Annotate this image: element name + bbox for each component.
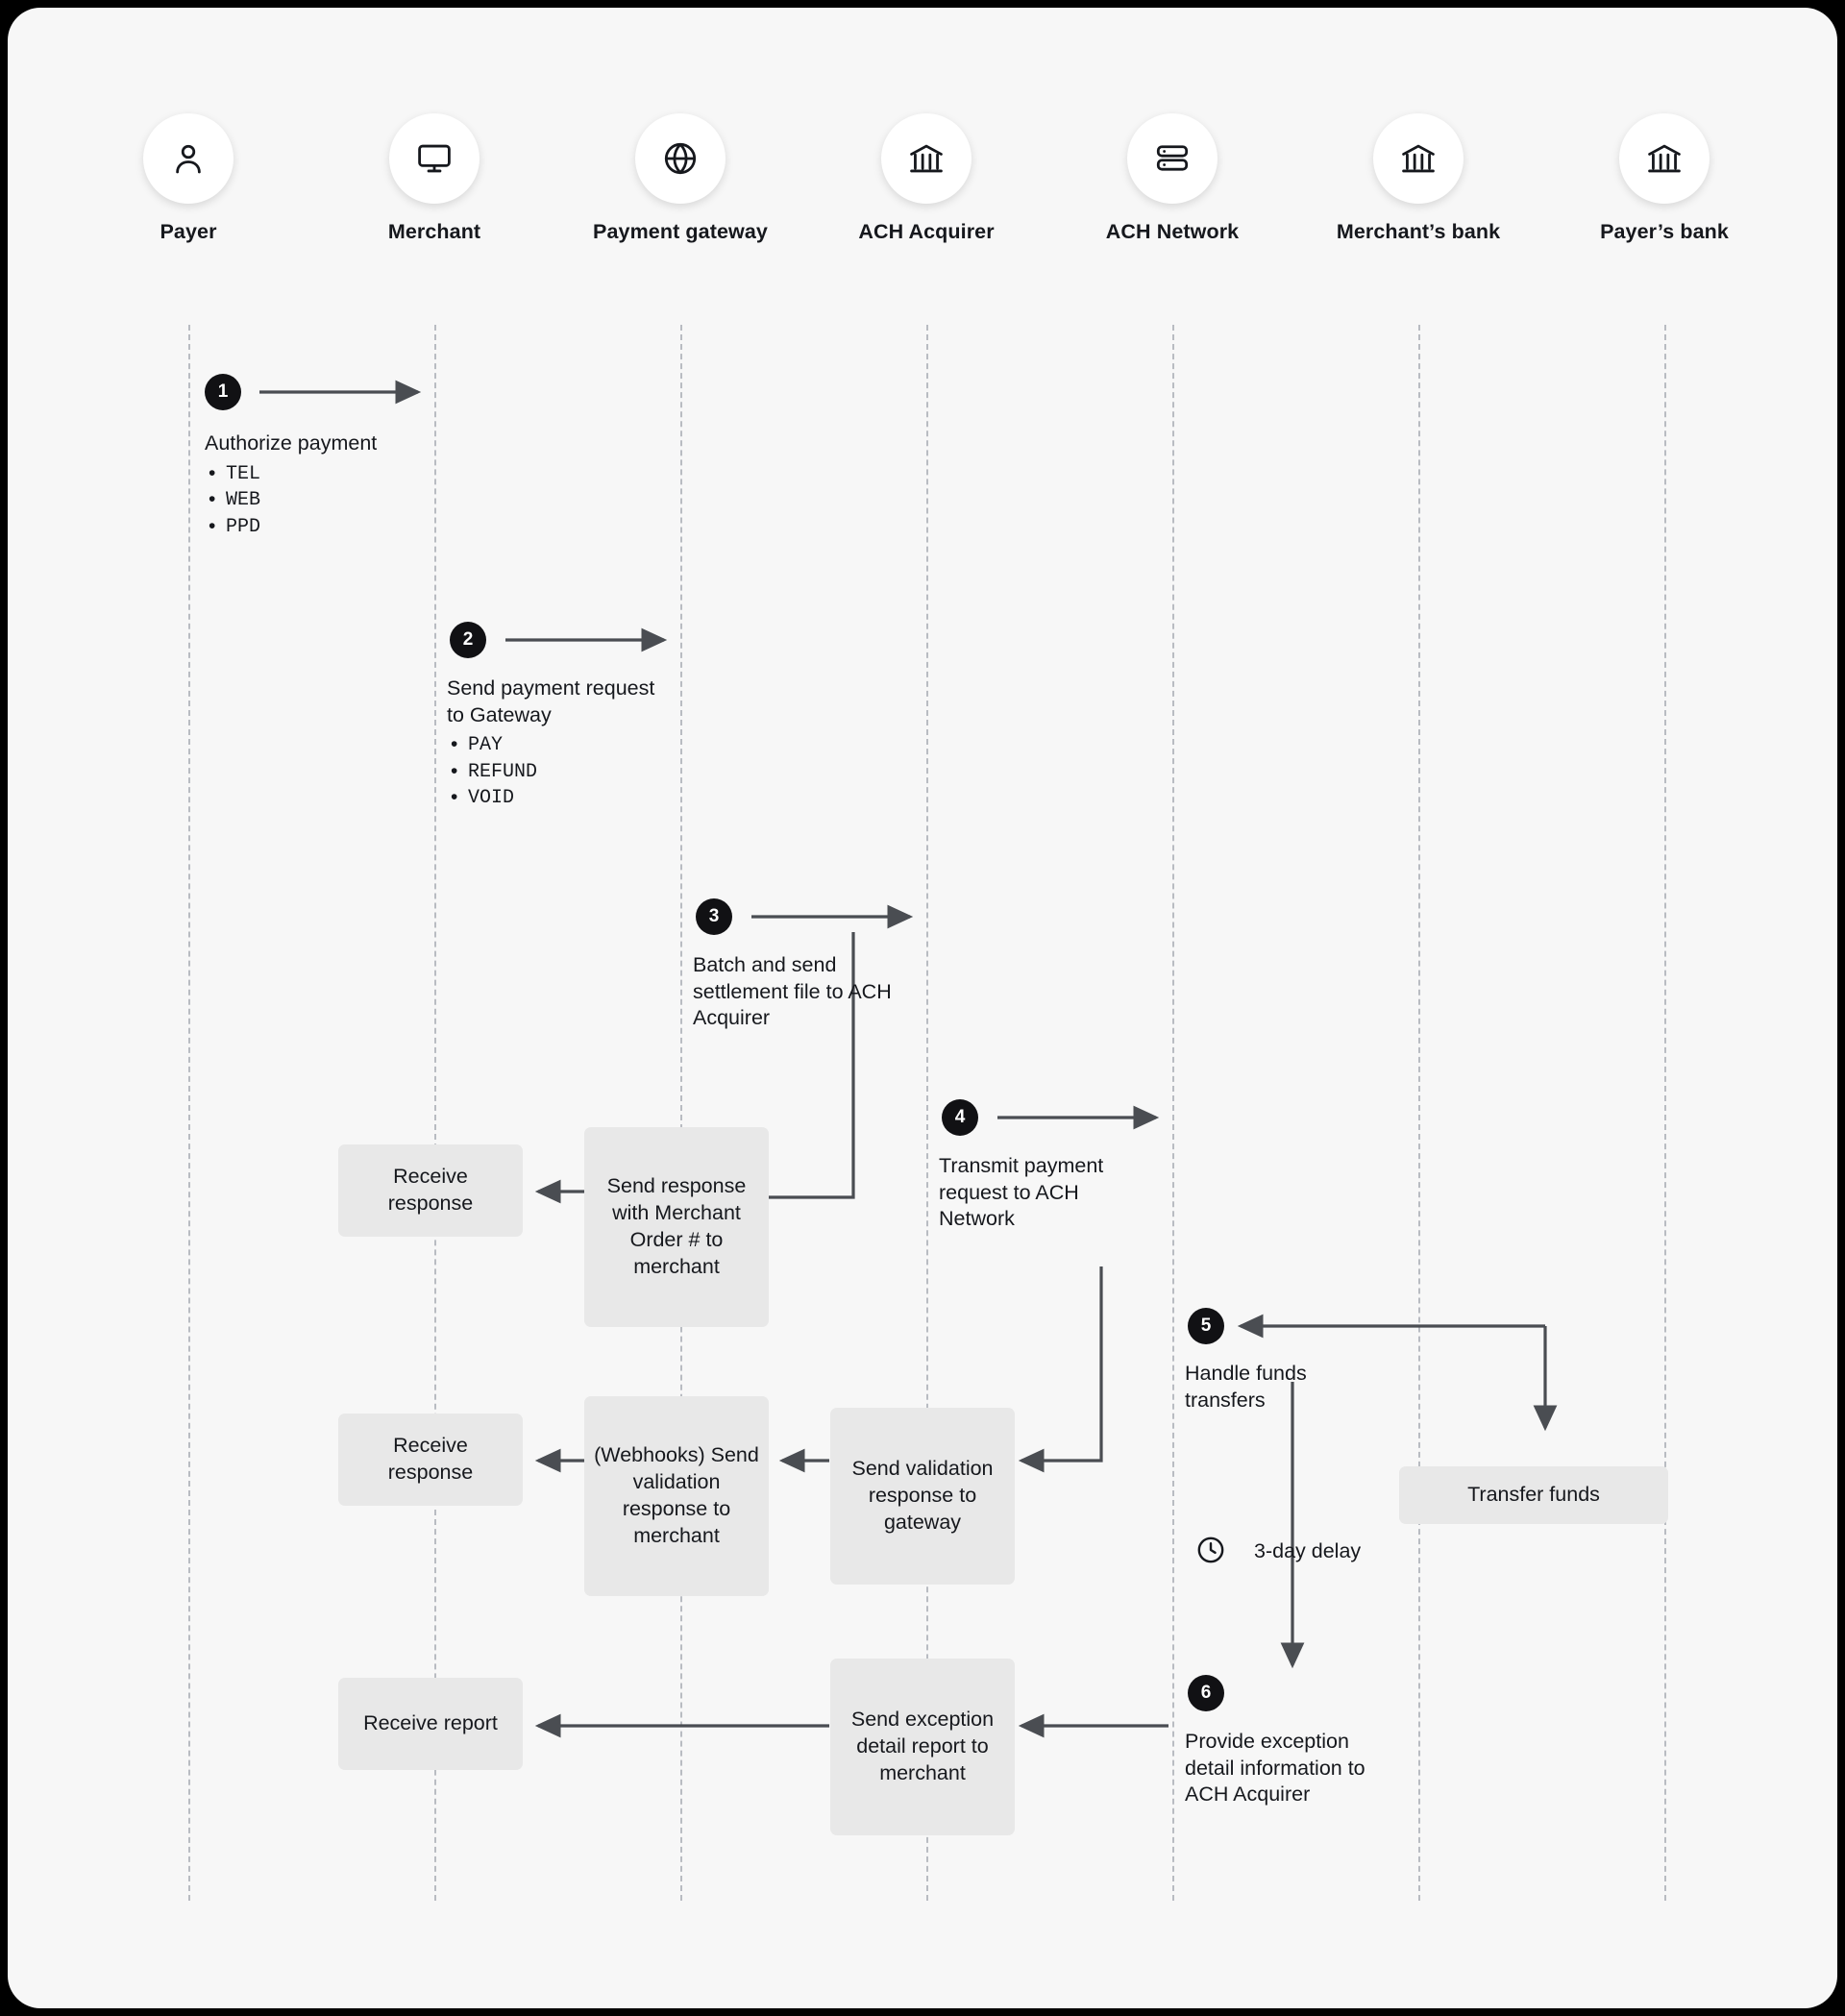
step-text: Transmit payment request to ACH Network [939,1154,1104,1231]
step-note-6 [1185,1729,1387,1808]
step-note-2 [447,676,677,812]
lane-label: Payer [160,220,217,243]
lane-header-payers-bank [1568,113,1760,244]
step-bullets [205,461,445,541]
step-badge-3: 3 [696,898,732,935]
box-receive-response-1: Receive response [338,1144,523,1237]
bullet-item: • PAY [447,732,677,759]
lifeline-payers-bank [1664,325,1666,1901]
lifeline-merchant [434,325,436,1901]
step-badge-4: 4 [942,1099,978,1136]
lane-header-merchant [338,113,530,244]
bullet-item: • WEB [205,487,445,514]
delay-label: 3-day delay [1254,1539,1362,1562]
lane-label: Merchant’s bank [1336,220,1501,243]
bank-icon [1373,113,1464,204]
step-text: Send payment request to Gateway [447,676,655,726]
step-note-5 [1185,1361,1367,1414]
lifeline-merchants-bank [1418,325,1420,1901]
box-receive-response-2: Receive response [338,1414,523,1506]
bank-icon [1619,113,1710,204]
step-badge-5: 5 [1188,1308,1224,1344]
step-note-3 [693,952,900,1032]
diagram-board [8,8,1837,2008]
lane-label: ACH Acquirer [858,220,995,243]
step-note-1 [205,430,445,540]
lane-label: ACH Network [1105,220,1240,243]
step-text: Provide exception detail information to ACH Acquirer [1185,1730,1365,1807]
box-transfer-funds: Transfer funds [1399,1466,1668,1524]
lane-header-ach-network [1076,113,1268,244]
clock-icon [1194,1534,1227,1571]
bank-icon [881,113,972,204]
lifeline-ach-network [1172,325,1174,1901]
box-send-response-merchant-order: Send response with Merchant Order # to merchant [584,1127,769,1327]
step-badge-2: 2 [450,622,486,658]
step-badge-1: 1 [205,374,241,410]
bullet-item: • PPD [205,514,445,541]
box-send-validation-response-gateway: Send validation response to gateway [830,1408,1015,1585]
globe-icon [635,113,726,204]
lane-header-payer [92,113,284,244]
server-icon [1127,113,1218,204]
bullet-item: • TEL [205,461,445,488]
lifeline-payer [188,325,190,1901]
step-bullets [447,732,677,812]
bullet-item: • VOID [447,785,677,812]
step-text: Handle funds transfers [1185,1362,1307,1412]
step-note-4 [939,1153,1141,1233]
user-icon [143,113,234,204]
monitor-icon [389,113,480,204]
lane-label: Payment gateway [593,220,768,243]
box-send-exception-detail-report: Send exception detail report to merchant [830,1659,1015,1835]
step-text: Authorize payment [205,431,378,455]
box-receive-report: Receive report [338,1678,523,1770]
lane-header-payment-gateway [584,113,776,244]
lifeline-payment-gateway [680,325,682,1901]
box-webhooks-send-validation: (Webhooks) Send validation response to merchant [584,1396,769,1596]
step-text: Batch and send settlement file to ACH Acquirer [693,953,892,1030]
lane-header-ach-acquirer [830,113,1022,244]
step-badge-6: 6 [1188,1675,1224,1711]
lane-header-merchants-bank [1322,113,1514,244]
bullet-item: • REFUND [447,759,677,786]
lane-label: Merchant [387,220,481,243]
lane-label: Payer’s bank [1600,220,1729,243]
